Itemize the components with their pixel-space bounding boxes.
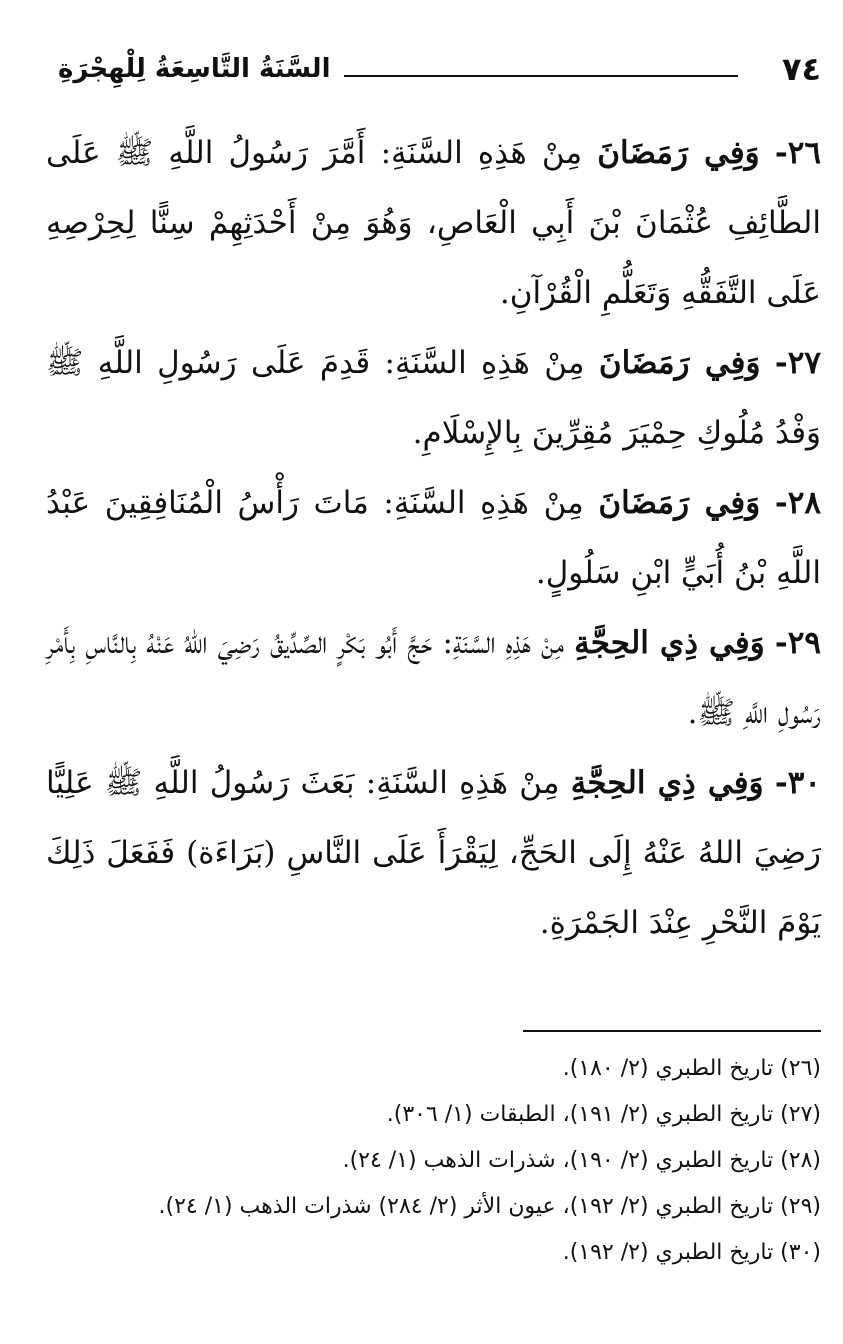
entry-number: ٣٠- [774,765,821,801]
footnote-29: (٢٩) تاريخ الطبري (٢/ ١٩٢)، عيون الأثر (٢/ ٢٨٤) شذرات الذهب (١/ ٢٤). [158,1194,821,1219]
entry-text: مِنْ هَذِهِ السَّنَةِ: قَدِمَ عَلَى رَسُولِ اللَّهِ ﷺ وَفْدُ مُلُوكِ حِمْيَرَ مُقِرِّينَ بِالإِسْلَامِ. [46,345,821,451]
entry-30 [46,748,821,958]
page-header [58,44,821,94]
page-number: ٧٤ [781,50,821,88]
entry-27 [46,328,821,468]
footnotes-list [40,1046,821,1276]
header-rule [344,75,737,77]
entry-lead: وَفِي ذِي الحِجَّةِ [570,765,764,801]
entry-text: مِنْ هَذِهِ السَّنَةِ: بَعَثَ رَسُولُ اللَّهِ ﷺ عَلِيًّا رَضِيَ اللهُ عَنْهُ إِلَى الحَجِّ، لِيَقْرَأَ عَلَى النَّاسِ (بَرَاءَة) فَفَعَلَ ذَلِكَ يَوْمَ النَّحْرِ عِنْدَ الجَمْرَةِ. [46,765,821,941]
entry-lead: وَفِي رَمَضَانَ [598,345,761,381]
footnote-28: (٢٨) تاريخ الطبري (٢/ ١٩٠)، شذرات الذهب (١/ ٢٤). [342,1148,821,1173]
entry-lead: وَفِي ذِي الحِجَّةِ [574,625,765,661]
entries-list [46,118,821,958]
footnote-30: (٣٠) تاريخ الطبري (٢/ ١٩٢). [562,1240,821,1265]
entry-lead: وَفِي رَمَضَانَ [597,135,760,171]
entry-number: ٢٨- [774,485,821,521]
entry-lead: وَفِي رَمَضَانَ [598,485,761,521]
running-title: السَّنَةُ التَّاسِعَةُ لِلْهِجْرَةِ [58,54,331,84]
entry-26 [46,118,821,328]
entry-text: مِنْ هَذِهِ السَّنَةِ: أَمَّرَ رَسُولُ اللَّهِ ﷺ عَلَى الطَّائِفِ عُثْمَانَ بْنَ أَبِي الْعَاصِ، وَهُوَ مِنْ أَحْدَثِهِمْ سِنًّا لِحِرْصِهِ عَلَى التَّفَقُّهِ وَتَعَلُّمِ الْقُرْآنِ. [46,135,821,311]
entry-number: ٢٧- [774,345,822,381]
entry-29 [46,608,821,748]
entry-28 [46,468,821,608]
footnote-27: (٢٧) تاريخ الطبري (٢/ ١٩١)، الطبقات (١/ ٣٠٦). [386,1102,821,1127]
entry-text: مِنْ هَذِهِ السَّنَةِ: مَاتَ رَأْسُ الْمُنَافِقِينَ عَبْدُ اللَّهِ بْنُ أُبَيٍّ ابْنِ سَلُولٍ. [46,485,821,591]
entry-number: ٢٦- [774,135,822,171]
footnote-26: (٢٦) تاريخ الطبري (٢/ ١٨٠). [562,1056,821,1081]
entry-number: ٢٩- [774,625,821,661]
footnote-rule [523,1030,821,1032]
entry-text: مِنْ هَذِهِ السَّنَةِ: حَجَّ أَبُو بَكْرٍ الصِّدِّيقُ رَضِيَ اللهُ عَنْهُ بِالنَّاسِ بِأَمْرِ رَسُولِ اللَّهِ ﷺ. [46,625,821,731]
